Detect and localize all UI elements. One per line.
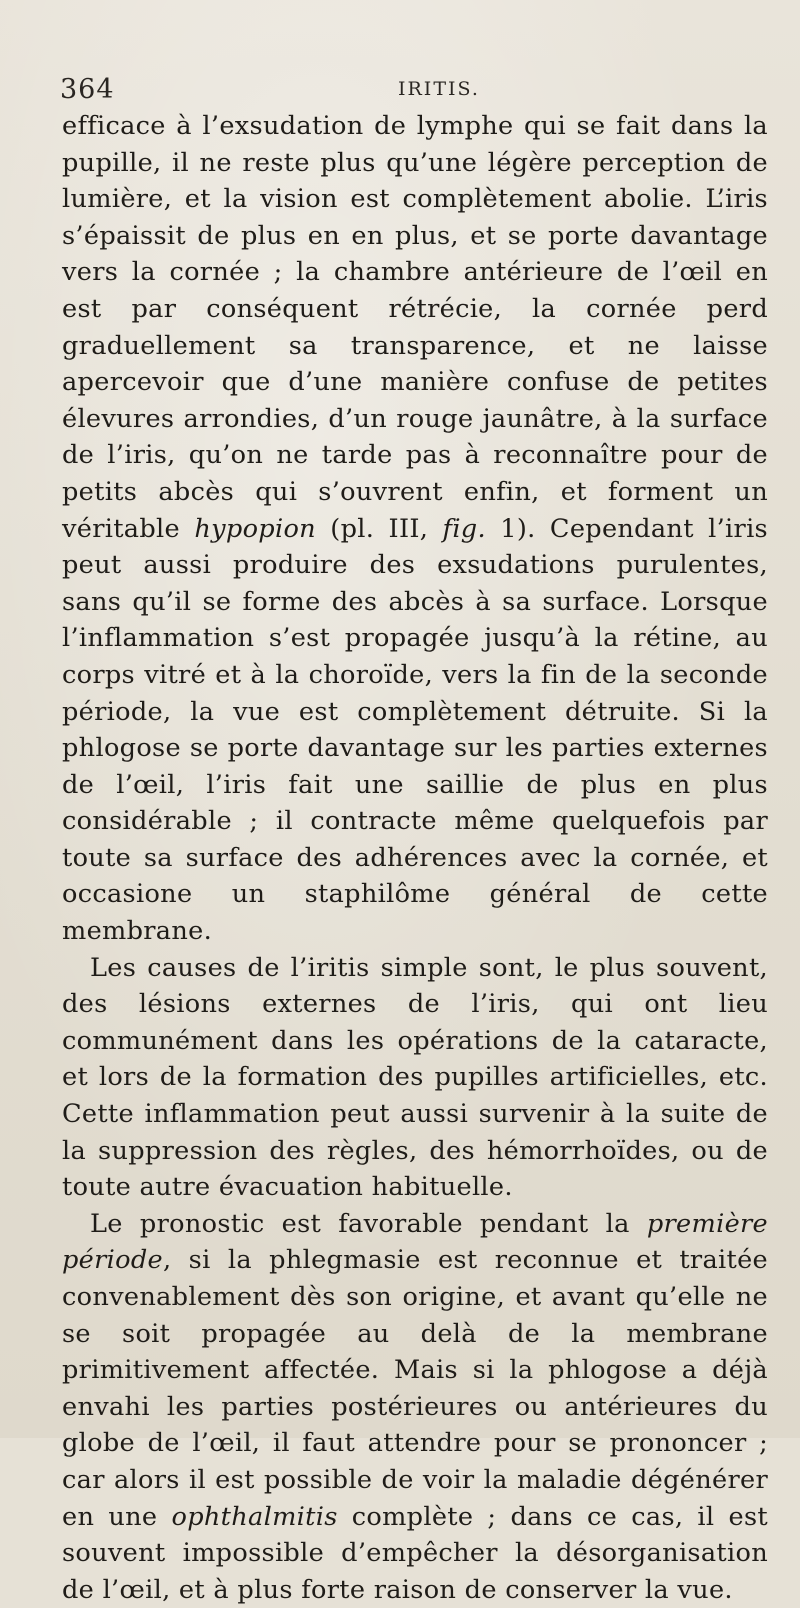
text-run: , si la phlegmasie est reconnue et traitée convenablement dès son origine, et avant qu’elle ne se soit propagée au delà de la membrane primitivement affectée. Mais si la phlogose a déjà envahi les parties postérieures ou antérieures du globe de l’œil, il faut attendre pour se prononcer ; car alors il est possible de voir la maladie dégénérer en une	[62, 1245, 768, 1532]
page-header	[58, 74, 758, 108]
paragraph-2	[62, 950, 768, 1206]
text-run: Les causes de l’iritis simple sont, le plus souvent, des lésions externes de l’iris, qui ont lieu communément dans les opérations de la cataracte, et lors de la formation des pupilles artificielles, etc. Cette inflammation peut aussi survenir à la suite de la suppression des règles, des hémorrhoïdes, ou de toute autre évacuation habituelle.	[62, 952, 768, 1203]
italic-term-premiere-periode: première période	[62, 1208, 768, 1276]
text-run: (pl. III,	[315, 513, 443, 544]
text-run: efficace à l’exsudation de lymphe qui se fait dans la pupille, il ne reste plus qu’une légère perception de lumière, et la vision est complètement abolie. L’iris s’épaissit de plus en en plus, et se porte davantage vers la cornée ; la chambre antérieure de l’œil en est par conséquent rétrécie, la cornée perd graduellement sa transparence, et ne laisse apercevoir que d’une manière confuse de petites élevures arrondies, d’un rouge jaunâtre, à la surface de l’iris, qu’on ne tarde pas à reconnaître pour de petits abcès qui s’ouvrent enfin, et forment un véritable	[62, 111, 768, 544]
text-run: 1). Cependant l’iris peut aussi produire des exsudations purulentes, sans qu’il se forme des abcès à sa surface. Lorsque l’inflammation s’est propagée jusqu’à la rétine, au corps vitré et à la choroïde, vers la fin de la seconde période, la vue est complètement détruite. Si la phlogose se porte davantage sur les parties externes de l’œil, l’iris fait une saillie de plus en plus considérable ; il contracte même quelquefois par toute sa surface des adhérences avec la cornée, et occasione un staphilôme général de cette membrane.	[62, 513, 768, 947]
italic-abbrev-fig: fig.	[442, 513, 486, 544]
italic-term-hypopion: hypopion	[194, 513, 316, 544]
paragraph-3	[62, 1206, 768, 1608]
text-run: complète ; dans ce cas, il est souvent impossible d’empêcher la désorganisation de l’œil, et à plus forte raison de conserver la vue.	[62, 1501, 768, 1605]
running-head: IRITIS.	[398, 78, 480, 100]
italic-term-ophthalmitis: ophthalmitis	[171, 1501, 338, 1532]
text-run: Le pronostic est favorable pendant la	[90, 1208, 647, 1239]
page-number: 364	[60, 74, 115, 105]
body-text	[62, 108, 768, 1608]
paragraph-1	[62, 108, 768, 950]
